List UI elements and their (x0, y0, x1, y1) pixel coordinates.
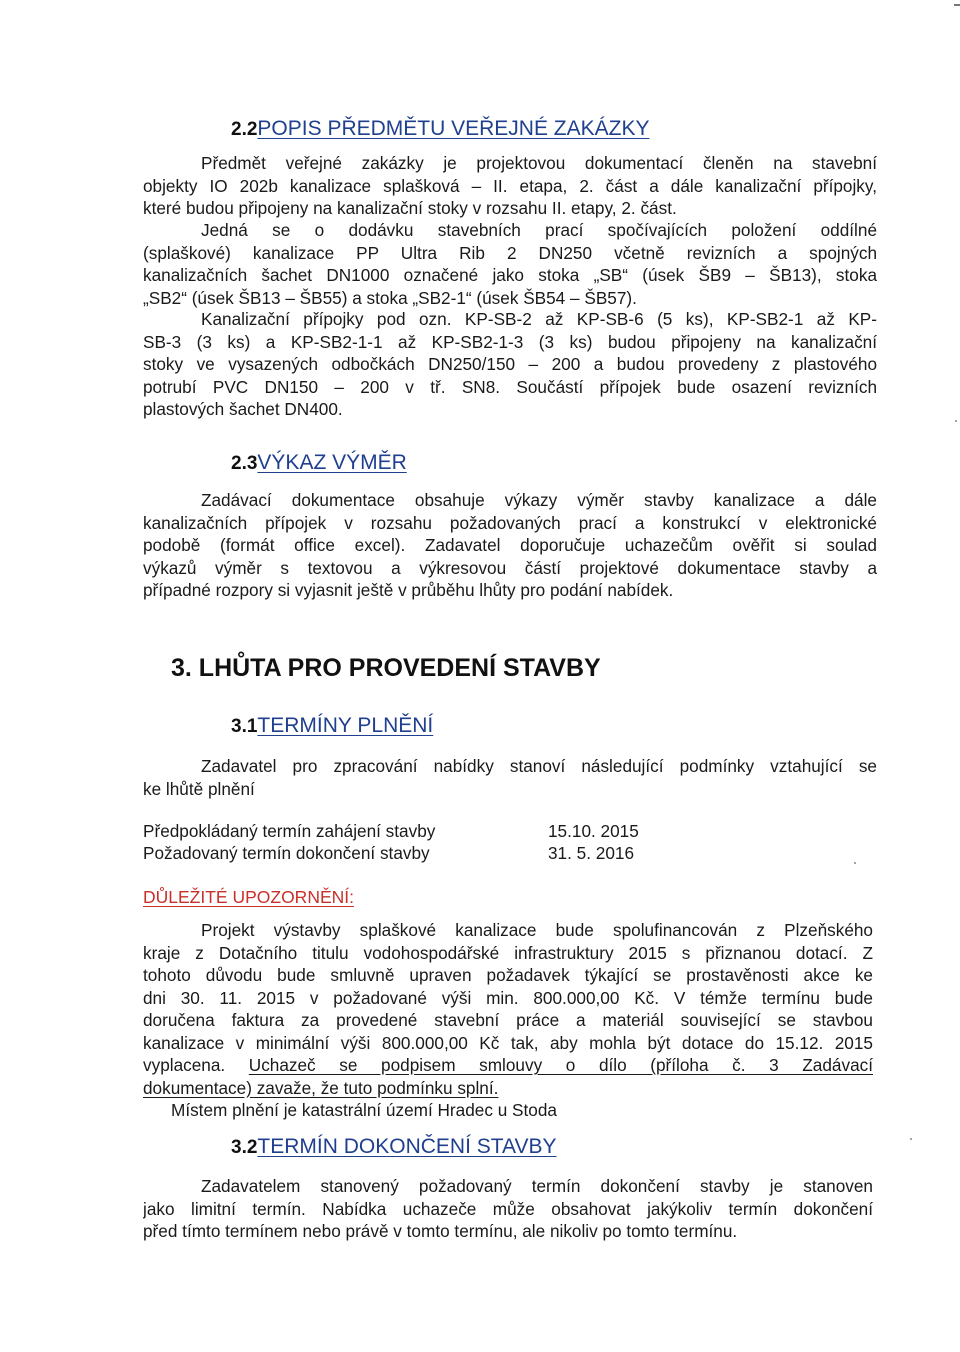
text-line: Zadavatelem stanovený požadovaný termín dokončení stavby je stanoven (201, 1176, 873, 1196)
section-3-2-paragraph (143, 1175, 873, 1243)
text-line: „SB2“ (úsek ŠB13 – ŠB55) a stoka „SB2-1“ (úsek ŠB54 – ŠB57). (143, 287, 637, 308)
section-2-2-number: 2.2 (231, 119, 258, 140)
start-date-row (143, 820, 663, 842)
section-2-3-number: 2.3 (231, 453, 258, 474)
text-line: před tímto termínem nebo právě v tomto termínu, ale nikoliv po tomto termínu. (143, 1221, 738, 1241)
schedule-dates (143, 820, 663, 864)
end-date-value: 31. 5. 2016 (548, 843, 635, 863)
end-date-row (143, 842, 663, 864)
end-date-label: Požadovaný termín dokončení stavby (143, 843, 430, 863)
text-line: Kanalizační přípojky pod ozn. KP-SB-2 až KP-SB-6 (5 ks), KP-SB2-1 až KP- (201, 309, 877, 329)
section-2-3-title: VÝKAZ VÝMĚR (257, 451, 407, 474)
text-line: objekty IO 202b kanalizace splašková – II. etapa, 2. část a dále kanalizační přípojky, (143, 175, 877, 196)
important-notice-paragraph (143, 919, 873, 1099)
section-2-2-paragraph-3 (143, 308, 877, 421)
section-3-1-title: TERMÍNY PLNĚNÍ (257, 714, 434, 737)
text-line: tohoto důvodu bude smluvně upraven požadavek týkající se prostavěnosti akce ke (143, 965, 873, 985)
section-2-2-paragraph-1 (143, 152, 877, 220)
text-line: Jedná se o dodávku stavebních prací spočívajících položení oddílné (201, 220, 877, 240)
section-3-1-heading (231, 711, 433, 739)
scan-edge-mark (954, 4, 960, 6)
text-line: SB-3 (3 ks) a KP-SB2-1-1 až KP-SB2-1-3 (3 ks) budou připojeny na kanalizační (143, 331, 877, 352)
notice-underlined-text: dokumentace) zavaže, že tuto podmínku splní. (143, 1077, 499, 1098)
scan-speck (955, 420, 957, 422)
text-line: ke lhůtě plnění (143, 778, 255, 799)
section-3-1-number: 3.1 (231, 716, 258, 737)
text-line: kanalizačních šachet DN1000 označené jako stoka „SB“ (úsek ŠB9 – ŠB13), stoka (143, 265, 877, 285)
scan-speck (854, 862, 856, 864)
start-date-value: 15.10. 2015 (548, 821, 639, 841)
section-3-heading: 3. LHŮTA PRO PROVEDENÍ STAVBY (171, 654, 601, 682)
section-2-2-paragraph-2 (143, 219, 877, 309)
important-notice-heading: DŮLEŽITÉ UPOZORNĚNÍ: (143, 887, 354, 907)
section-2-2-title: POPIS PŘEDMĚTU VEŘEJNÉ ZAKÁZKY (257, 117, 650, 140)
notice-plain-text: vyplacena. (143, 1055, 249, 1075)
text-line: stoky ve vysazených odbočkách DN250/150 – 200 a budou provedeny z plastového (143, 354, 877, 374)
text-line: dni 30. 11. 2015 v požadované výši min. 800.000,00 Kč. V témže termínu bude (143, 987, 873, 1008)
text-line (143, 1077, 873, 1100)
section-3-2-number: 3.2 (231, 1137, 258, 1158)
text-line: Projekt výstavby splaškové kanalizace bude spolufinancován z Plzeňského (201, 920, 873, 940)
text-line: (splaškové) kanalizace PP Ultra Rib 2 DN250 včetně revizních a spojných (143, 242, 877, 263)
text-line: kraje z Dotačního titulu vodohospodářské infrastruktury 2015 s přiznanou dotací. Z (143, 942, 873, 963)
text-line: výkazů výměr s textovou a výkresovou částí projektové dokumentace stavby a (143, 557, 877, 578)
text-line: doručena faktura za provedené stavební práce a materiál související se stavbou (143, 1010, 873, 1030)
section-2-3-paragraph (143, 489, 877, 602)
text-line: kanalizačních přípojek v rozsahu požadovaných prací a konstrukcí v elektronické (143, 512, 877, 533)
text-line: plastových šachet DN400. (143, 399, 343, 419)
place-of-performance: Místem plnění je katastrální území Hradec u Stoda (171, 1100, 557, 1120)
text-line: potrubí PVC DN150 – 200 v tř. SN8. Součástí přípojek bude osazení revizních (143, 376, 877, 397)
text-line: kanalizace v minimální výši 800.000,00 Kč tak, aby mohla být dotace do 15.12. 2015 (143, 1032, 873, 1053)
section-3-2-heading (231, 1132, 557, 1160)
start-date-label: Předpokládaný termín zahájení stavby (143, 821, 436, 841)
text-line: podobě (formát office excel). Zadavatel doporučuje uchazečům ověřit si soulad (143, 535, 877, 555)
text-line: případné rozpory si vyjasnit ještě v průběhu lhůty pro podání nabídek. (143, 580, 674, 600)
text-line: Zadavatel pro zpracování nabídky stanoví následující podmínky vztahující se (201, 756, 877, 776)
text-line: Zadávací dokumentace obsahuje výkazy výměr stavby kanalizace a dále (201, 490, 877, 510)
text-line: Předmět veřejné zakázky je projektovou dokumentací členěn na stavební (201, 153, 877, 173)
scan-speck (910, 1138, 912, 1140)
section-3-1-paragraph (143, 755, 877, 800)
notice-underlined-text: Uchazeč se podpisem smlouvy o dílo (příloha č. 3 Zadávací (248, 1055, 873, 1075)
text-line (143, 1054, 873, 1077)
section-3-2-title: TERMÍN DOKONČENÍ STAVBY (257, 1135, 557, 1158)
text-line: jako limitní termín. Nabídka uchazeče může obsahovat jakýkoliv termín dokončení (143, 1198, 873, 1219)
text-line: které budou připojeny na kanalizační stoky v rozsahu II. etapy, 2. část. (143, 198, 677, 218)
section-2-3-heading (231, 448, 407, 476)
section-2-2-heading (231, 114, 650, 142)
